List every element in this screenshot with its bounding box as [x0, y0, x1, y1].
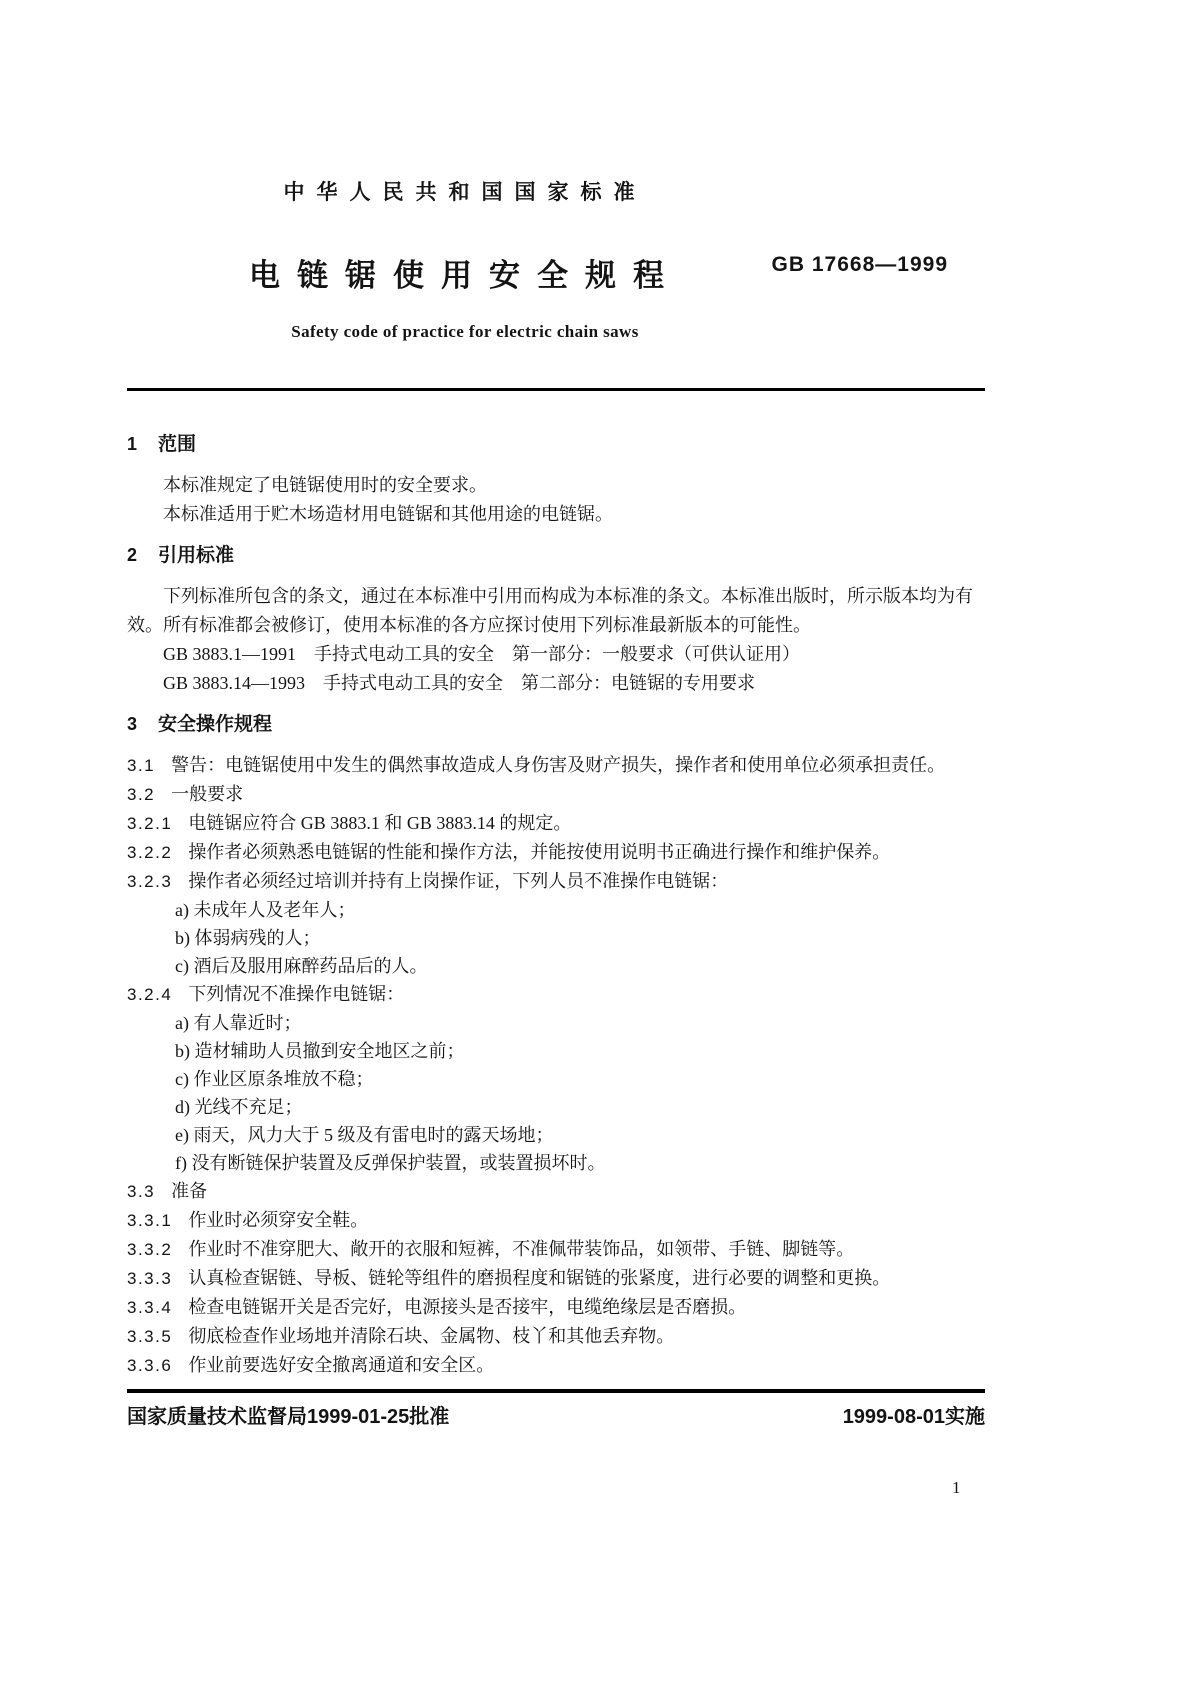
- clause-number: 3.2.3: [127, 872, 173, 891]
- section-title: 引用标准: [158, 545, 235, 566]
- clause-row: [127, 809, 985, 838]
- clause-text: 电链锯应符合 GB 3883.1 和 GB 3883.14 的规定。: [188, 813, 572, 833]
- national-standard-label: 中华人民共和国国家标准: [283, 181, 647, 204]
- clause-row: [127, 867, 985, 896]
- clause-row: [127, 1177, 985, 1206]
- clause-text: 检查电链锯开关是否完好，电源接头是否接牢，电缆绝缘层是否磨损。: [188, 1297, 747, 1317]
- referenced-standard: GB 3883.1—1991 手持式电动工具的安全 第一部分：一般要求（可供认证用）: [163, 644, 801, 664]
- clause-text: 作业时不准穿肥大、敞开的衣服和短裤，不准佩带装饰品，如领带、手链、脚链等。: [188, 1239, 855, 1259]
- clause-number: 3.1: [127, 756, 156, 775]
- list-item: a) 未成年人及老年人；: [175, 900, 356, 920]
- list-item: d) 光线不充足；: [175, 1097, 303, 1117]
- clause-row: [127, 1206, 985, 1235]
- header-rule: [127, 388, 985, 391]
- list-item: a) 有人靠近时；: [175, 1013, 302, 1033]
- clause-text: 作业时必须穿安全鞋。: [188, 1210, 369, 1230]
- clause-number: 3.2: [127, 785, 156, 804]
- clause-row: [127, 980, 985, 1009]
- clause-row: [127, 1322, 985, 1351]
- standard-code: GB 17668—1999: [771, 253, 948, 276]
- section-number: 1: [127, 434, 139, 454]
- section-1-heading: [127, 430, 985, 459]
- list-item: b) 造材辅助人员撤到安全地区之前；: [175, 1041, 465, 1061]
- clause-number: 3.3.2: [127, 1240, 173, 1259]
- clause-number: 3.2.4: [127, 985, 173, 1004]
- clause-number: 3.3.3: [127, 1269, 173, 1288]
- document-header: [127, 0, 803, 342]
- section-title: 范围: [158, 434, 197, 455]
- section-number: 3: [127, 714, 139, 734]
- clause-number: 3.3.1: [127, 1211, 173, 1230]
- clause-row: [127, 838, 985, 867]
- clause-text: 操作者必须熟悉电链锯的性能和操作方法，并能按使用说明书正确进行操作和维护保养。: [188, 842, 891, 862]
- section-title: 安全操作规程: [158, 714, 273, 735]
- clause-text: 操作者必须经过培训并持有上岗操作证，下列人员不准操作电链锯：: [188, 871, 729, 891]
- clause-text: 警告：电链锯使用中发生的偶然事故造成人身伤害及财产损失，操作者和使用单位必须承担责任。: [171, 755, 946, 775]
- clause-number: 3.3: [127, 1182, 156, 1201]
- clause-text: 作业前要选好安全撤离通道和安全区。: [188, 1355, 495, 1375]
- clause-text: 下列情况不准操作电链锯：: [188, 984, 405, 1004]
- clause-row: [127, 1293, 985, 1322]
- referenced-standard: GB 3883.14—1993 手持式电动工具的安全 第二部分：电链锯的专用要求: [163, 673, 756, 693]
- clause-row: [127, 780, 985, 809]
- list-item: b) 体弱病残的人；: [175, 928, 321, 948]
- clause-number: 3.3.5: [127, 1327, 173, 1346]
- section-2-heading: [127, 541, 985, 570]
- clause-number: 3.3.6: [127, 1356, 173, 1375]
- document-title: 电链锯使用安全规程: [249, 258, 681, 293]
- paragraph: 本标准规定了电链锯使用时的安全要求。: [163, 475, 487, 495]
- clause-text: 彻底检查作业场地并清除石块、金属物、枝丫和其他丢弃物。: [188, 1326, 675, 1346]
- clause-number: 3.2.1: [127, 814, 173, 833]
- implementation-text: 1999-08-01实施: [842, 1406, 985, 1428]
- clause-number: 3.2.2: [127, 843, 173, 862]
- list-item: f) 没有断链保护装置及反弹保护装置，或装置损坏时。: [175, 1153, 606, 1173]
- list-item: e) 雨天，风力大于 5 级及有雷电时的露天场地；: [175, 1125, 554, 1145]
- clause-text: 认真检查锯链、导板、链轮等组件的磨损程度和锯链的张紧度，进行必要的调整和更换。: [188, 1268, 891, 1288]
- clause-text: 一般要求: [171, 784, 244, 804]
- clause-row: [127, 1264, 985, 1293]
- section-3-heading: [127, 710, 985, 739]
- paragraph: 本标准适用于贮木场造材用电链锯和其他用途的电链锯。: [163, 504, 613, 524]
- clause-row: [127, 751, 985, 780]
- page-number: 1: [952, 1478, 961, 1497]
- document-footer: [127, 1389, 985, 1429]
- clause-number: 3.3.4: [127, 1298, 173, 1317]
- clause-row: [127, 1351, 985, 1380]
- document-body: [127, 418, 985, 1380]
- clause-text: 准备: [171, 1181, 208, 1201]
- english-title: Safety code of practice for electric chain saws: [291, 322, 639, 341]
- paragraph: 下列标准所包含的条文，通过在本标准中引用而构成为本标准的条文。本标准出版时，所示版本均为有效。所有标准都会被修订，使用本标准的各方应探讨使用下列标准最新版本的可能性。: [127, 586, 973, 635]
- footer-rule: [127, 1389, 985, 1393]
- list-item: c) 作业区原条堆放不稳；: [175, 1069, 374, 1089]
- approval-text: 国家质量技术监督局1999-01-25批准: [127, 1406, 450, 1428]
- clause-row: [127, 1235, 985, 1264]
- section-number: 2: [127, 545, 139, 565]
- list-item: c) 酒后及服用麻醉药品后的人。: [175, 956, 428, 976]
